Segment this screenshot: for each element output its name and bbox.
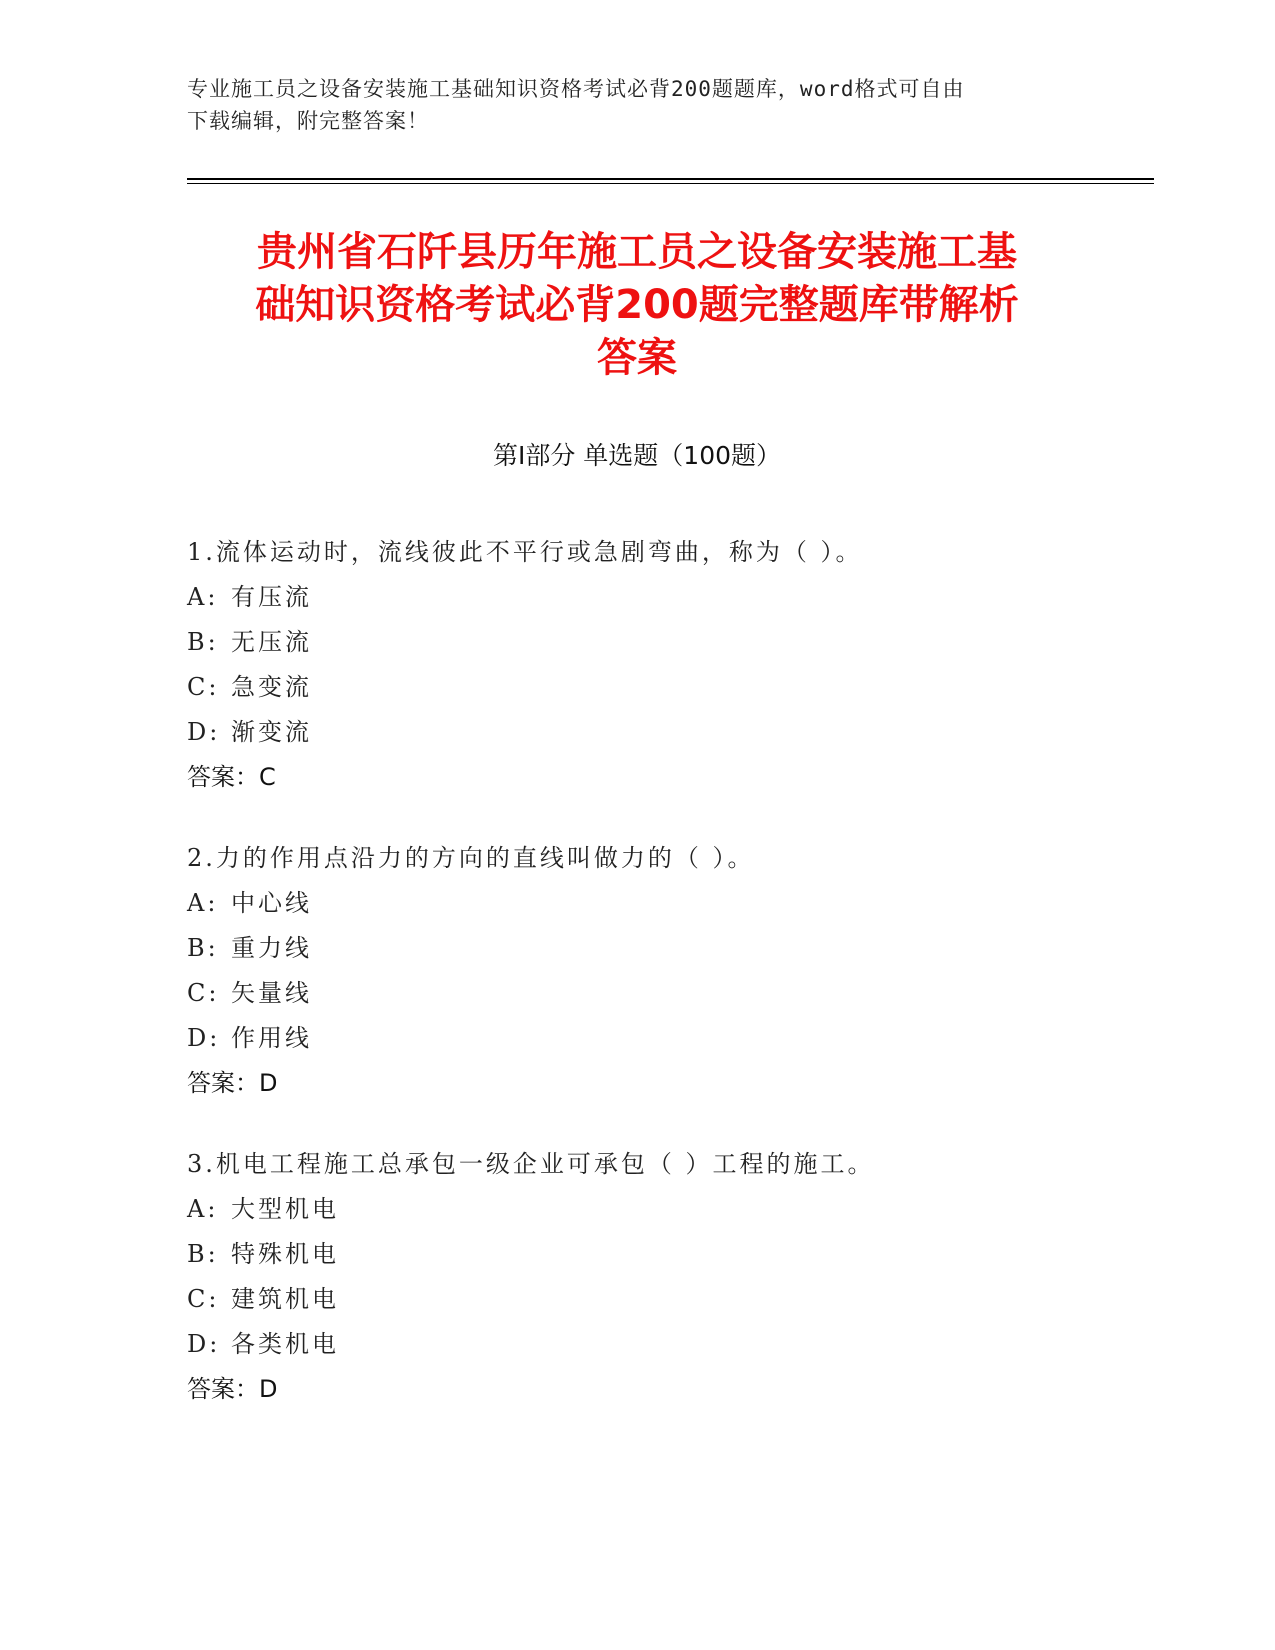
question-stem: 1.流体运动时，流线彼此不平行或急剧弯曲，称为（ ）。: [187, 538, 863, 566]
header-divider-thick: [187, 178, 1154, 180]
option-key: A:: [187, 583, 219, 611]
option-text: 特殊机电: [231, 1240, 339, 1268]
option-text: 各类机电: [231, 1330, 339, 1358]
header-note-line-1: 专业施工员之设备安装施工基础知识资格考试必背200题题库，word格式可自由: [187, 77, 965, 101]
header-divider-thin: [187, 183, 1154, 184]
option-a: [187, 575, 1087, 620]
option-text: 中心线: [231, 889, 312, 917]
option-a: [187, 1187, 1087, 1232]
option-d: [187, 1016, 1087, 1061]
document-title-line-3: 答案: [597, 335, 677, 381]
option-text: 有压流: [231, 583, 312, 611]
option-b: [187, 926, 1087, 971]
question-1: [187, 530, 1087, 800]
option-text: 作用线: [231, 1024, 312, 1052]
section-heading: 第Ⅰ部分 单选题（100题）: [492, 441, 782, 470]
question-stem: 2.力的作用点沿力的方向的直线叫做力的（ ）。: [187, 844, 755, 872]
question-2: [187, 836, 1087, 1106]
option-text: 渐变流: [231, 718, 312, 746]
document-title-line-1: 贵州省石阡县历年施工员之设备安装施工基: [257, 229, 1017, 275]
option-text: 大型机电: [231, 1195, 339, 1223]
option-key: C:: [187, 979, 220, 1007]
option-d: [187, 710, 1087, 755]
document-title: [187, 226, 1087, 385]
answer: 答案：D: [187, 1069, 278, 1097]
option-key: B:: [187, 934, 219, 962]
option-key: A:: [187, 1195, 219, 1223]
option-text: 矢量线: [231, 979, 312, 1007]
option-c: [187, 665, 1087, 710]
option-key: D:: [187, 1024, 221, 1052]
option-key: C:: [187, 1285, 220, 1313]
option-text: 无压流: [231, 628, 312, 656]
option-key: A:: [187, 889, 219, 917]
option-text: 建筑机电: [231, 1285, 339, 1313]
question-3: [187, 1142, 1087, 1412]
option-c: [187, 1277, 1087, 1322]
option-a: [187, 881, 1087, 926]
option-b: [187, 620, 1087, 665]
option-text: 急变流: [231, 673, 312, 701]
answer: 答案：C: [187, 763, 276, 791]
document-title-line-2: 础知识资格考试必背200题完整题库带解析: [255, 282, 1019, 328]
option-key: B:: [187, 628, 219, 656]
option-key: D:: [187, 718, 221, 746]
option-key: D:: [187, 1330, 221, 1358]
option-d: [187, 1322, 1087, 1367]
option-c: [187, 971, 1087, 1016]
option-b: [187, 1232, 1087, 1277]
header-note-line-2: 下载编辑，附完整答案！: [187, 109, 429, 133]
question-list: [187, 530, 1087, 1448]
option-key: C:: [187, 673, 220, 701]
answer: 答案：D: [187, 1375, 278, 1403]
option-text: 重力线: [231, 934, 312, 962]
header-note: [187, 73, 1067, 137]
option-key: B:: [187, 1240, 219, 1268]
question-stem: 3.机电工程施工总承包一级企业可承包（ ）工程的施工。: [187, 1150, 875, 1178]
